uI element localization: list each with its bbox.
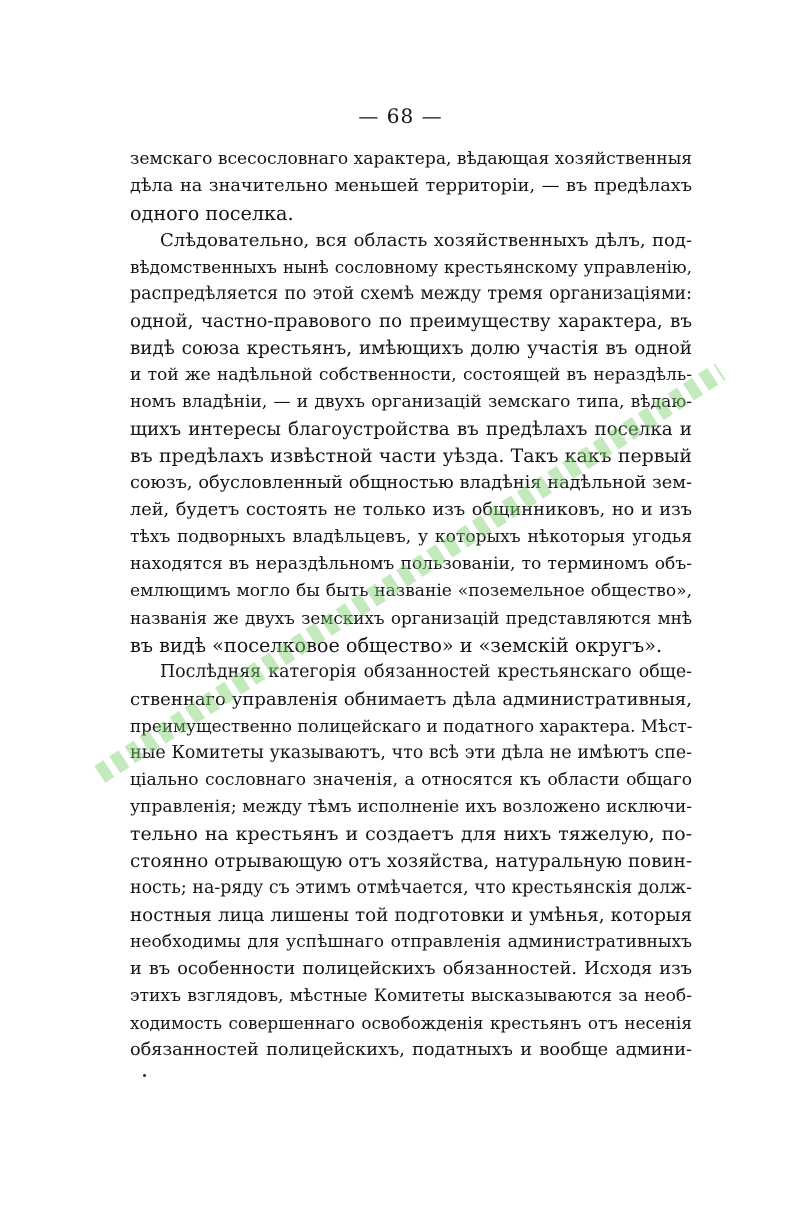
text-line: этихъ взглядовъ, мѣстные Комитеты высказываются за необ- <box>130 986 692 1006</box>
text-line: номъ владѣніи, — и двухъ организацій земскаго типа, вѣдаю- <box>130 392 692 412</box>
text-line: ные Комитеты указываютъ, что всѣ эти дѣла не имѣютъ спе- <box>130 743 692 763</box>
text-line: и въ особенности полицейскихъ обязанностей. Исходя изъ <box>130 959 692 979</box>
text-line: союзъ, обусловленный общностью владѣнія надѣльной зем- <box>130 473 692 493</box>
text-line: Послѣдняя категорія обязанностей крестьянскаго обще- <box>160 662 692 682</box>
text-line: распредѣляется по этой схемѣ между тремя организаціями: <box>130 284 692 304</box>
scan-speck <box>143 1074 146 1077</box>
text-line: ственнаго управленія обнимаетъ дѣла административныя, <box>130 689 692 710</box>
text-line: обязанностей полицейскихъ, податныхъ и вообще админи- <box>130 1040 692 1060</box>
text-line: дѣла на значительно меньшей территоріи, — въ предѣлахъ <box>130 176 692 196</box>
text-line: щихъ интересы благоустройства въ предѣлахъ поселка и <box>130 419 692 440</box>
text-line: одного поселка. <box>130 202 294 225</box>
text-line: находятся въ нераздѣльномъ пользованіи, то терминомъ объ- <box>130 554 692 574</box>
body-text <box>130 146 692 1064</box>
text-line: одной, частно-правового по преимуществу характера, въ <box>130 311 692 332</box>
text-line: преимущественно полицейскаго и податного характера. Мѣст- <box>130 716 692 736</box>
text-line: Слѣдовательно, вся область хозяйственныхъ дѣлъ, под- <box>160 230 692 251</box>
text-line: земскаго всесословнаго характера, вѣдающая хозяйственныя <box>130 149 692 169</box>
page-number: — 68 — <box>358 104 443 128</box>
text-line: вѣдомственныхъ нынѣ сословному крестьянскому управленію, <box>130 257 692 277</box>
text-line: названія же двухъ земскихъ организацій представляются мнѣ <box>130 608 692 628</box>
text-line: лей, будетъ состоять не только изъ общинниковъ, но и изъ <box>130 500 692 520</box>
text-line: тельно на крестьянъ и создаетъ для нихъ тяжелую, по- <box>130 823 692 845</box>
text-line: управленія; между тѣмъ исполненіе ихъ возложено исключи- <box>130 797 692 817</box>
text-line: въ предѣлахъ извѣстной части уѣзда. Такъ какъ первый <box>130 445 692 467</box>
text-line: ностныя лица лишены той подготовки и умѣнья, которыя <box>130 905 692 926</box>
text-line: въ видѣ «поселковое общество» и «земскій округъ». <box>130 634 663 657</box>
text-line: необходимы для успѣшнаго отправленія административныхъ <box>130 932 692 952</box>
text-line: тѣхъ подворныхъ владѣльцевъ, у которыхъ нѣкоторыя угодья <box>130 527 692 547</box>
text-line: ціально сословнаго значенія, а относятся къ области общаго <box>130 770 692 790</box>
text-line: стоянно отрывающую отъ хозяйства, натуральную повин- <box>130 851 692 872</box>
text-line: видѣ союза крестьянъ, имѣющихъ долю участія въ одной <box>130 338 692 359</box>
text-line: емлющимъ могло бы быть названіе «поземельное общество», <box>130 581 692 601</box>
text-line: и той же надѣльной собственности, состоящей въ нераздѣль- <box>130 365 692 385</box>
text-line: ходимость совершеннаго освобожденія крестьянъ отъ несенія <box>130 1013 692 1033</box>
text-line: ность; на-ряду съ этимъ отмѣчается, что крестьянскія долж- <box>130 878 692 898</box>
